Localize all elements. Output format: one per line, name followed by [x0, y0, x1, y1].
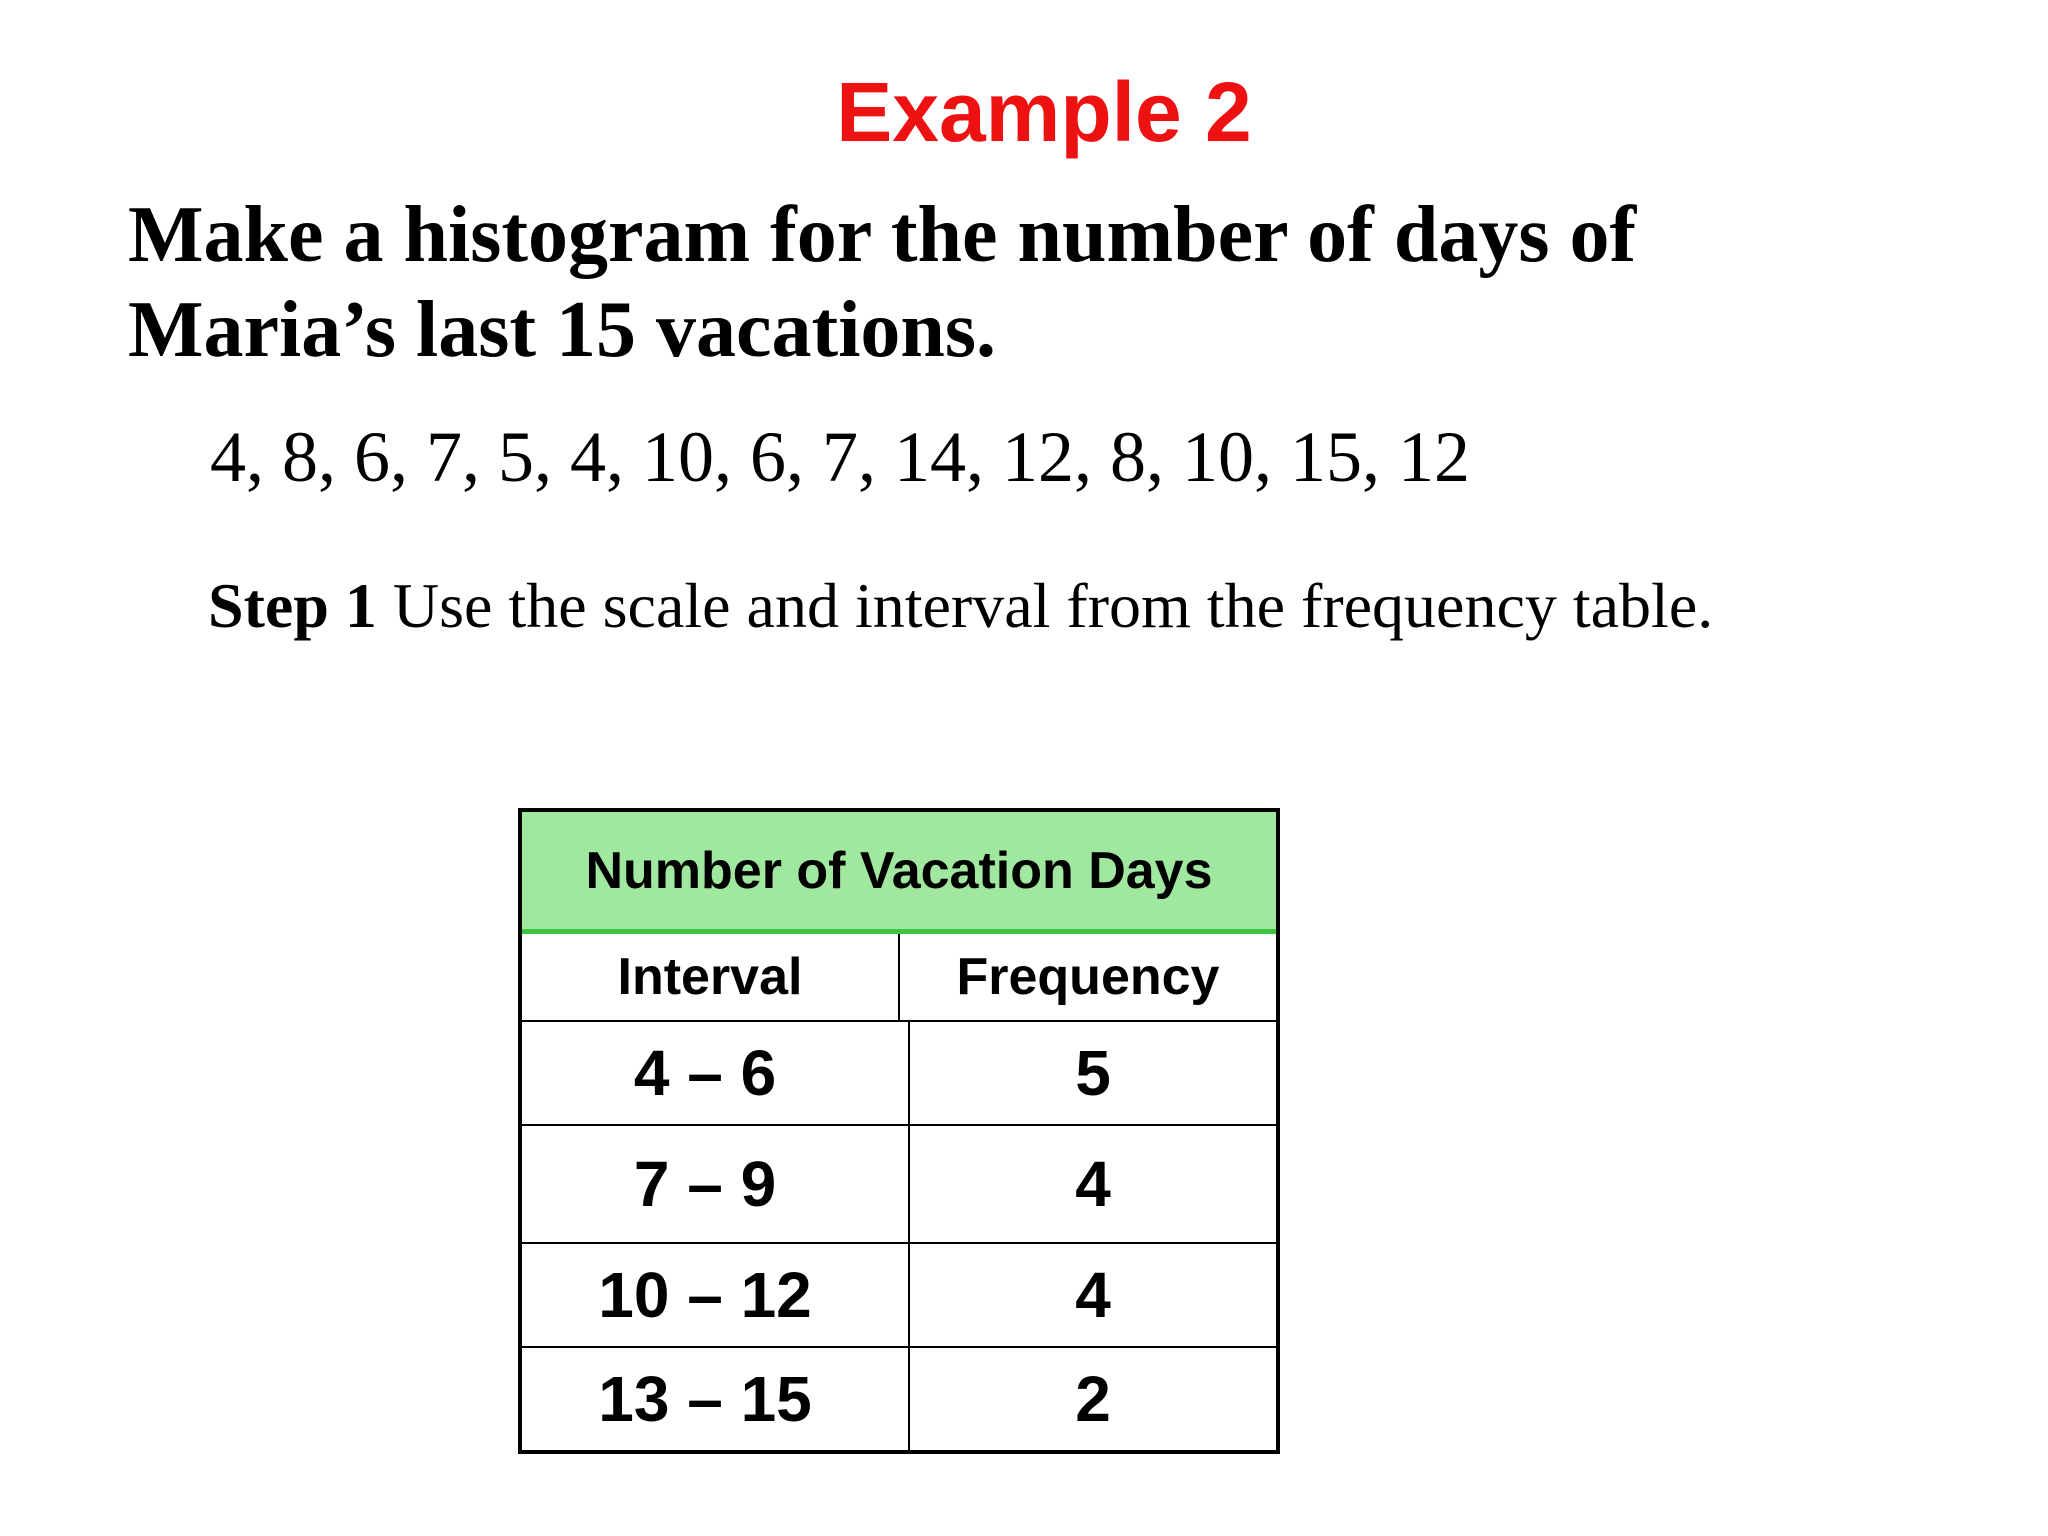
slide-title: Example 2: [836, 65, 1252, 159]
interval-cell: 4 – 6: [522, 1022, 910, 1124]
frequency-table: [518, 808, 1280, 1454]
frequency-cell: 5: [1075, 1037, 1111, 1109]
column-header-frequency: Frequency: [956, 948, 1220, 1006]
prompt-line-1: Make a histogram for the number of days of: [128, 191, 1637, 279]
problem-prompt: [128, 188, 1888, 378]
frequency-cell: 2: [1075, 1363, 1111, 1435]
interval-cell: 10 – 12: [522, 1244, 910, 1346]
table-row: [522, 1020, 1276, 1124]
interval-cell: 7 – 9: [522, 1126, 910, 1242]
prompt-line-2: Maria’s last 15 vacations.: [128, 286, 997, 374]
table-row: [522, 1124, 1276, 1242]
step-instruction: [208, 566, 1713, 646]
frequency-cell: 4: [1075, 1148, 1111, 1220]
table-row: [522, 1242, 1276, 1346]
interval-cell: 13 – 15: [522, 1348, 910, 1450]
step-text: Use the scale and interval from the frequency table.: [376, 570, 1714, 641]
table-row: [522, 1346, 1276, 1450]
column-header-interval: Interval: [522, 934, 900, 1020]
data-values: 4, 8, 6, 7, 5, 4, 10, 6, 7, 14, 12, 8, 10, 15, 12: [210, 417, 1470, 497]
step-label: Step 1: [208, 570, 377, 641]
table-title: Number of Vacation Days: [522, 812, 1276, 934]
table-header-row: [522, 934, 1276, 1020]
frequency-cell: 4: [1075, 1259, 1111, 1331]
